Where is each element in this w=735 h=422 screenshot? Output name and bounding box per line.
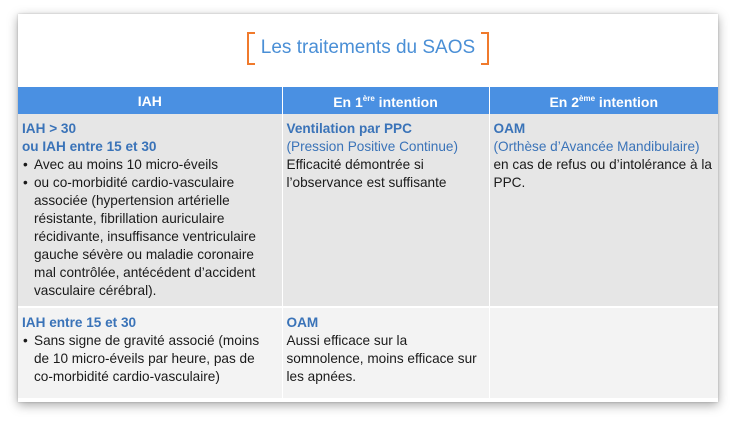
row1-iah-line1: IAH > 30 [22,121,77,136]
title-area [18,32,718,65]
row2-first-title: OAM [286,315,319,330]
row1-criteria-list [22,156,276,300]
right-bracket-decoration [481,32,489,65]
row1-first-title: Ventilation par PPC [286,121,412,136]
treatment-table [18,87,718,398]
header-iah: IAH [18,87,282,114]
row1-first-subtitle: (Pression Positive Continue) [286,139,459,154]
left-bracket-decoration [247,32,255,65]
row1-second-description: en cas de refus ou d’intolérance à la PPC. [493,157,712,190]
row2-iah-line1: IAH entre 15 et 30 [22,315,137,330]
row1-iah-cell [18,114,282,307]
table-row [18,114,718,307]
row2-first-description: Aussi efficace sur la somnolence, moins efficace sur les apnées. [286,333,477,384]
row1-first-description: Efficacité démontrée si l’observance est suffisante [286,157,447,190]
treatment-card [18,14,718,402]
row1-second-intention-cell [489,114,718,307]
row2-first-intention-cell [282,307,489,398]
row1-criteria-item-2: • ou co-morbidité cardio-vasculaire associée (hypertension artérielle résistante, fibrillation auriculaire récidivante, insuffisance ventriculaire gauche sévère ou maladie coronaire mal contrôlée, antécédent d’accident vasculaire cérébral). [34,174,276,300]
table-header-row [18,87,718,114]
table-row [18,307,718,398]
row2-criteria-list [22,332,276,386]
row2-second-intention-cell [489,307,718,398]
row2-criteria-item-1: • Sans signe de gravité associé (moins de 10 micro-éveils par heure, pas de co-morbidité cardio-vasculaire) [34,332,276,386]
row1-second-subtitle: (Orthèse d’Avancée Mandibulaire) [493,139,700,154]
row1-second-title: OAM [493,121,526,136]
row2-iah-cell [18,307,282,398]
page-title [247,32,489,65]
header-first-intention: En 1ère intention [282,87,489,114]
header-second-intention: En 2ème intention [489,87,718,114]
row1-iah-line2: ou IAH entre 15 et 30 [22,139,157,154]
row1-first-intention-cell [282,114,489,307]
row1-criteria-item-1: • Avec au moins 10 micro-éveils [34,156,276,174]
page-title-text: Les traitements du SAOS [260,37,476,58]
